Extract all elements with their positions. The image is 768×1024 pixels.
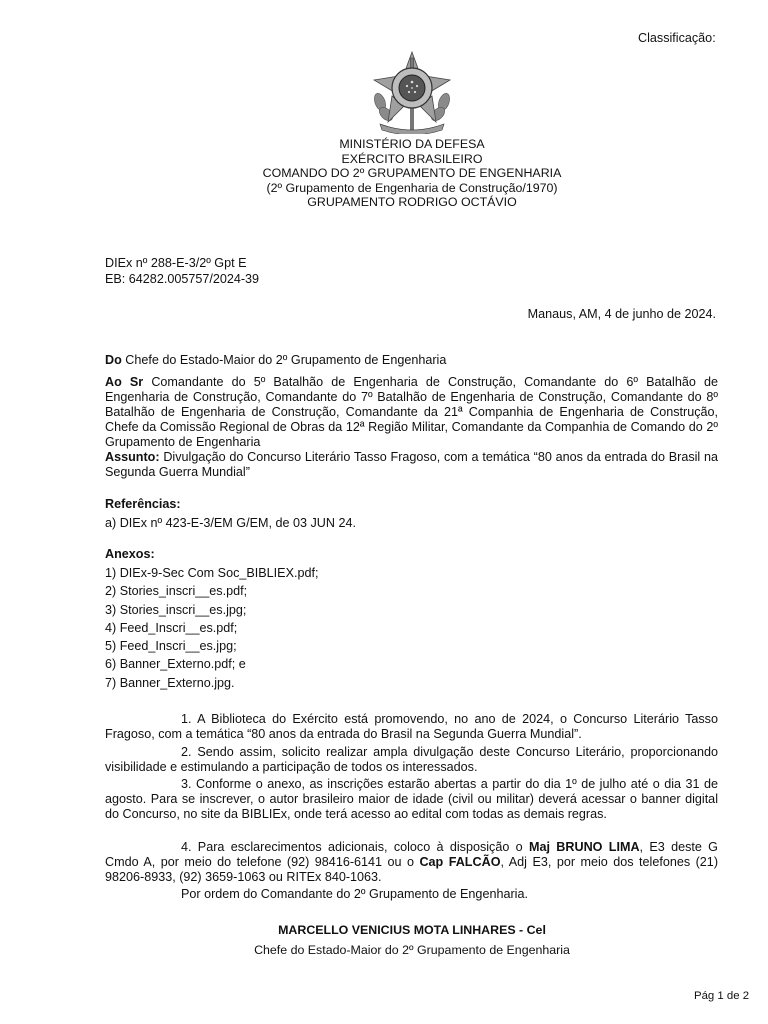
attachment-item: 7) Banner_Externo.jpg. (105, 675, 235, 690)
closing-line: Por ordem do Comandante do 2º Grupamento de Engenharia. (181, 887, 528, 901)
subject-block (105, 450, 718, 480)
paragraph-3: 3. Conforme o anexo, as inscrições estarão abertas a partir do dia 1º de julho até o dia 31 de agosto. Para se inscrever, o autor brasileiro maior de idade (civil ou militar) deverá acessar o banner digital do Concurso, no site da BIBLIEx, onde terá acesso ao edital com todas as demais regras. (105, 777, 718, 821)
to-block (105, 375, 718, 450)
attachments-title: Anexos: (105, 547, 155, 561)
attachment-item: 4) Feed_Inscri__es.pdf; (105, 620, 238, 635)
reference-item: a) DIEx nº 423-E-3/EM G/EM, de 03 JUN 24. (105, 516, 356, 530)
signer-role: Chefe do Estado-Maior do 2º Grupamento de Engenharia (254, 943, 570, 957)
references-title: Referências: (105, 497, 181, 511)
attachment-item: 1) DIEx-9-Sec Com Soc_BIBLIEX.pdf; (105, 566, 319, 580)
subject-label: Assunto: (105, 450, 160, 464)
diex-number: DIEx nº 288-E-3/2º Gpt E (105, 256, 247, 270)
paragraph-4-text: , Adj E3, por meio dos telefones (21) 98206-8933, (92) 3659-1063 ou RITEx 840-1063. (105, 855, 719, 884)
paragraph-2: 2. Sendo assim, solicito realizar ampla divulgação deste Concurso Literário, proporcionando visibilidade e estimulando a participação de todos os interessados. (105, 745, 718, 774)
signature-block (0, 923, 768, 959)
letterhead-line: GRUPAMENTO RODRIGO OCTÁVIO (307, 195, 517, 209)
signer-name: MARCELLO VENICIUS MOTA LINHARES - Cel (278, 923, 546, 937)
attachments-section (105, 547, 718, 694)
letterhead-line: COMANDO DO 2º GRUPAMENTO DE ENGENHARIA (262, 166, 562, 180)
coat-of-arms-icon (370, 50, 454, 134)
from-text: Chefe do Estado-Maior do 2º Grupamento de Engenharia (121, 353, 447, 367)
document-reference (105, 256, 259, 288)
contact-name: Maj BRUNO LIMA (528, 840, 640, 854)
references-section (105, 497, 718, 531)
attachment-item: 2) Stories_inscri__es.pdf; (105, 584, 248, 599)
from-line (105, 353, 718, 368)
subject-text: Divulgação do Concurso Literário Tasso Fragoso, com a temática “80 anos da entrada do Brasil na Segunda Guerra Mundial” (105, 450, 718, 479)
paragraph-4 (105, 840, 718, 885)
paragraph-4-text: 4. Para esclarecimentos adicionais, coloco à disposição o (181, 840, 529, 854)
attachment-item: 6) Banner_Externo.pdf; e (105, 657, 246, 672)
letterhead (0, 137, 768, 210)
attachment-item: 3) Stories_inscri__es.jpg; (105, 602, 247, 617)
to-text: Comandante do 5º Batalhão de Engenharia de Construção, Comandante do 6º Batalhão de Engenharia de Construção, Comandante do 7º Batalhão de Engenharia de Construção, Comandante do 8º Batalhão de Engenharia de Construção, Comandante da 21ª Companhia de Engenharia de Construção, Chefe da Comissão Regional de Obras da 12ª Região Militar, Comandante da Companhia de Comando do 2º Grupamento de Engenharia (105, 375, 718, 449)
page-number: Pág 1 de 2 (694, 990, 750, 1002)
to-label: Ao Sr (105, 375, 144, 389)
letterhead-line: EXÉRCITO BRASILEIRO (341, 151, 483, 166)
paragraph-1: 1. A Biblioteca do Exército está promovendo, no ano de 2024, o Concurso Literário Tasso Fragoso, com a temática “80 anos da entrada do Brasil na Segunda Guerra Mundial”. (105, 712, 718, 741)
classification-label: Classificação: (638, 31, 716, 45)
contact-name: Cap FALCÃO (419, 855, 501, 869)
eb-number: EB: 64282.005757/2024-39 (105, 272, 260, 286)
document-date: Manaus, AM, 4 de junho de 2024. (527, 307, 716, 321)
letterhead-line: MINISTÉRIO DA DEFESA (339, 137, 485, 151)
paragraph-4-text: , E3 deste G Cmdo A, por meio do telefone (92) 98416-6141 ou o (105, 840, 718, 869)
from-label: Do (105, 353, 122, 367)
attachment-item: 5) Feed_Inscri__es.jpg; (105, 639, 237, 654)
letterhead-line: (2º Grupamento de Engenharia de Construção/1970) (266, 180, 558, 195)
